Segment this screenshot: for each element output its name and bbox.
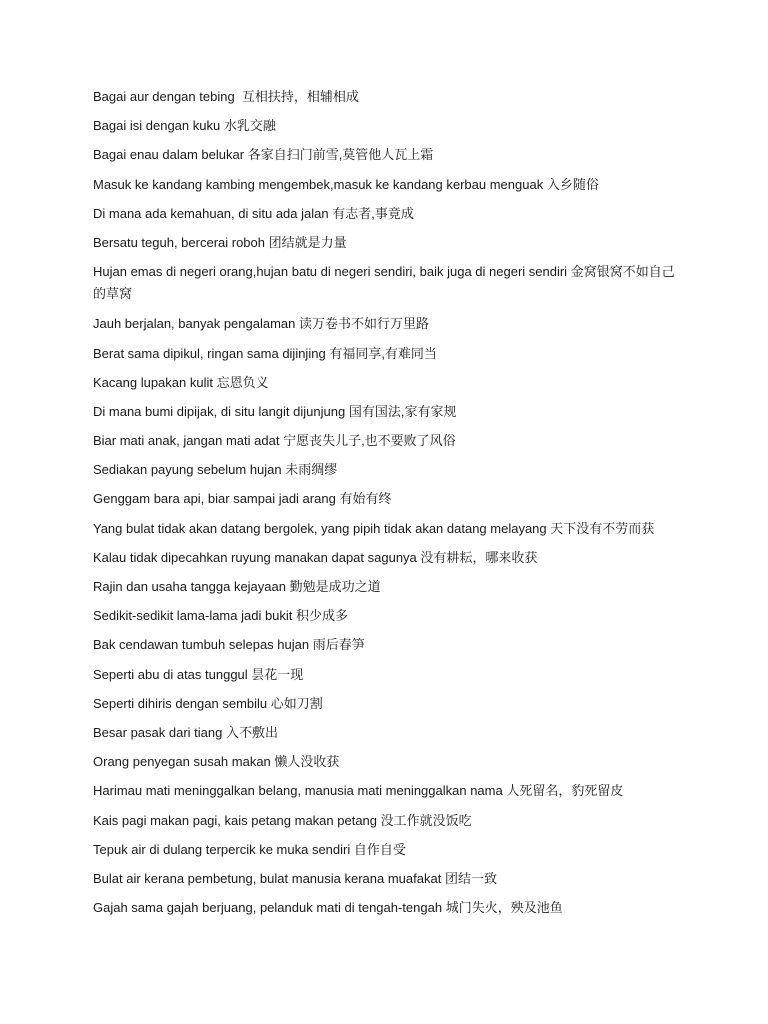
chinese-text: 有始有终 [339,491,392,507]
malay-text: Bak cendawan tumbuh selepas hujan [93,637,310,653]
malay-text: Seperti dihiris dengan sembilu [93,695,268,711]
chinese-text: 懒人没收获 [274,754,340,770]
proverb-line [93,722,683,743]
malay-text: Masuk ke kandang kambing mengembek,masuk ke kandang kerbau menguak [93,176,544,192]
malay-text: Hujan emas di negeri orang,hujan batu di negeri sendiri, baik juga di negeri sendiri [93,264,568,280]
proverb-line [93,313,683,334]
chinese-text: 没有耕耘，哪来收获 [420,549,538,565]
chinese-text: 忘恩负义 [216,374,269,390]
malay-text: Di mana bumi dipijak, di situ langit dijunjung [93,403,346,419]
proverb-line [93,343,683,364]
malay-text: Bagai isi dengan kuku [93,118,221,134]
proverb-line [93,144,683,165]
proverb-line [93,664,683,685]
chinese-text: 城门失火，殃及池鱼 [445,900,563,916]
malay-text: Besar pasak dari tiang [93,724,223,740]
chinese-text: 团结就是力量 [268,234,347,250]
proverb-line [93,86,683,107]
proverb-list [93,86,683,926]
proverb-line [93,634,683,655]
malay-text: Gajah sama gajah berjuang, pelanduk mati di tengah-tengah [93,900,443,916]
malay-text: Orang penyegan susah makan [93,754,271,770]
chinese-text: 水乳交融 [223,118,276,134]
malay-text: Di mana ada kemahuan, di situ ada jalan [93,205,329,221]
chinese-text: 宁愿丧失儿子,也不要败了风俗 [283,433,456,449]
chinese-text: 各家自扫门前雪,莫管他人瓦上霜 [247,147,434,163]
proverb-line [93,174,683,195]
chinese-text: 自作自受 [353,841,406,857]
proverb-line [93,897,683,918]
chinese-text: 未雨绸缪 [285,462,338,478]
proverb-line [93,232,683,253]
chinese-text: 入乡随俗 [546,176,599,192]
proverb-line [93,372,683,393]
malay-text: Biar mati anak, jangan mati adat [93,433,280,449]
malay-text: Tepuk air di dulang terpercik ke muka sendiri [93,841,351,857]
malay-text: Jauh berjalan, banyak pengalaman [93,316,296,332]
proverb-line [93,261,683,305]
chinese-text: 勤勉是成功之道 [289,579,381,594]
proverb-line [93,751,683,772]
chinese-text: 团结一致 [444,870,497,886]
malay-text: Harimau mati meninggalkan belang, manusia mati meninggalkan nama [93,783,503,799]
malay-text: Yang bulat tidak akan datang bergolek, yang pipih tidak akan datang melayang [93,520,547,536]
chinese-text: 国有国法,家有家规 [348,403,457,419]
chinese-text: 人死留名，豹死留皮 [506,783,624,799]
chinese-text: 积少成多 [296,608,349,624]
chinese-text: 入不敷出 [225,724,278,740]
malay-text: Genggam bara api, biar sampai jadi arang [93,491,336,507]
malay-text: Kalau tidak dipecahkan ruyung manakan dapat sagunya [93,549,417,565]
proverb-line [93,115,683,136]
malay-text: Bagai enau dalam belukar [93,147,245,163]
chinese-text: 有志者,事竟成 [332,205,414,221]
malay-text: Bulat air kerana pembetung, bulat manusia kerana muafakat [93,870,442,886]
chinese-text: 互相扶持，相辅相成 [241,89,359,104]
chinese-text: 有福同享,有难同当 [329,345,437,361]
chinese-text: 没工作就没饭吃 [380,812,472,828]
chinese-text: 昙花一现 [251,666,304,682]
proverb-line [93,605,683,626]
malay-text: Rajin dan usaha tangga kejayaan [93,579,286,594]
proverb-line [93,547,683,568]
malay-text: Sedikit-sedikit lama-lama jadi bukit [93,608,293,624]
proverb-line [93,810,683,831]
chinese-text: 雨后春笋 [312,637,365,653]
proverb-line [93,459,683,480]
chinese-text: 读万卷书不如行万里路 [299,316,430,332]
chinese-text: 心如刀割 [270,695,323,711]
malay-text: Bagai aur dengan tebing [93,89,235,104]
chinese-text: 金窝银窝不如自己的草窝 [93,264,675,302]
proverb-line [93,203,683,224]
malay-text: Seperti abu di atas tunggul [93,666,248,682]
malay-text: Bersatu teguh, bercerai roboh [93,234,265,250]
proverb-line [93,868,683,889]
proverb-line [93,401,683,422]
proverb-line [93,488,683,509]
malay-text: Kacang lupakan kulit [93,374,213,390]
proverb-line [93,518,683,539]
proverb-line [93,839,683,860]
proverb-line [93,693,683,714]
malay-text: Berat sama dipikul, ringan sama dijinjing [93,345,326,361]
chinese-text: 天下没有不劳而获 [550,520,655,536]
proverb-line [93,780,683,801]
malay-text: Kais pagi makan pagi, kais petang makan petang [93,812,378,828]
proverb-line [93,576,683,597]
proverb-line [93,430,683,451]
malay-text: Sediakan payung sebelum hujan [93,462,282,478]
